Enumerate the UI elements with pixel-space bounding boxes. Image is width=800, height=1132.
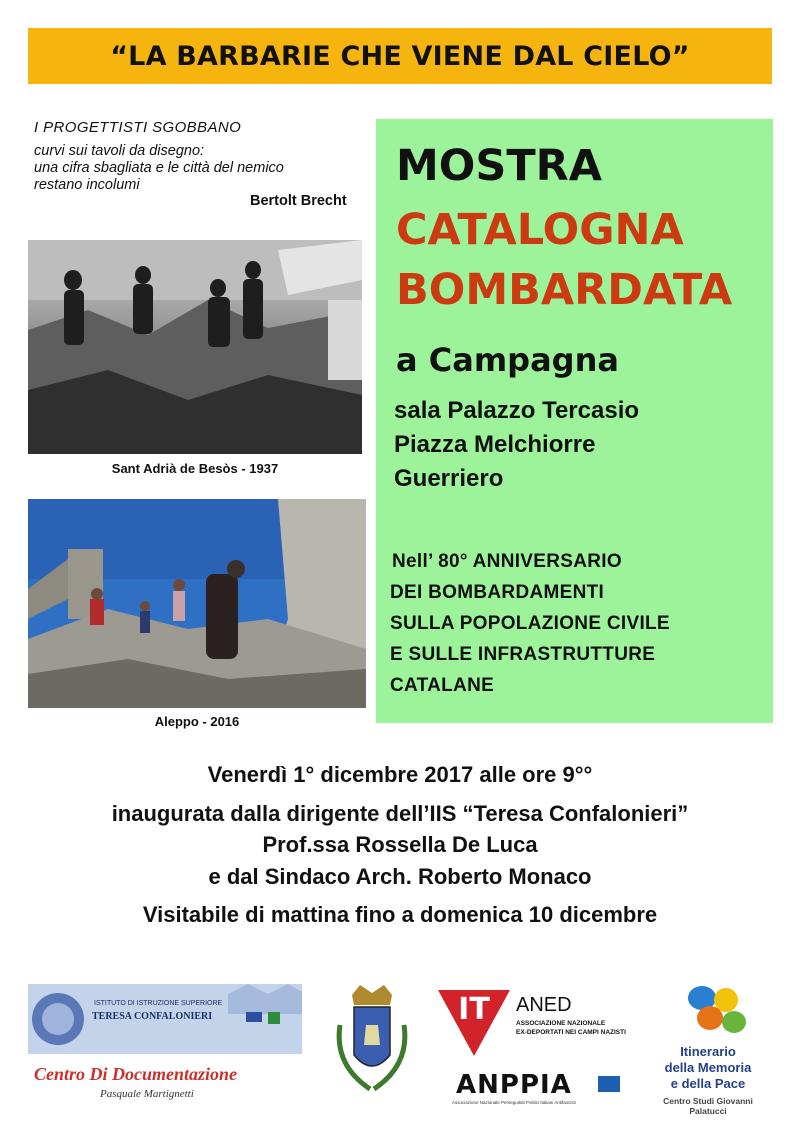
municipality-crest: [330, 985, 414, 1097]
itinerario-sub: Centro Studi Giovanni Palatucci: [663, 1096, 753, 1116]
poem-line-1: curvi sui tavoli da disegno:: [34, 143, 205, 159]
exhibition-panel: [376, 119, 773, 723]
itinerario-hands: [680, 978, 750, 1040]
anniversary-line-5: CATALANE: [390, 675, 495, 696]
centro-signature: Pasquale Martignetti: [100, 1088, 194, 1100]
school-small-label: ISTITUTO DI ISTRUZIONE SUPERIORE: [94, 1000, 223, 1007]
event-principal: Prof.ssa Rossella De Luca: [262, 832, 538, 857]
anppia-flag-icon: [598, 1076, 620, 1092]
venue-line-2: Piazza Melchiorre: [394, 431, 596, 458]
venue-line-1: sala Palazzo Tercasio: [394, 397, 640, 424]
poem-line-2: una cifra sbagliata e le città del nemico: [34, 160, 284, 176]
anniversary-line-3: SULLA POPOLAZIONE CIVILE: [390, 613, 670, 634]
itinerario-line-2: della Memoria: [664, 1060, 752, 1075]
photo-sant-adria-1937: [28, 240, 362, 454]
photo-1-caption: Sant Adrià de Besòs - 1937: [111, 461, 279, 476]
event-visit: Visitabile di mattina fino a domenica 10 dicembre: [142, 902, 658, 927]
anniversary-line-1: Nell’ 80° ANNIVERSARIO: [392, 551, 622, 572]
panel-subject-line-1: CATALOGNA: [396, 205, 684, 255]
poem-line-3: restano incolumi: [34, 177, 140, 193]
centro-documentazione: Centro Di Documentazione: [34, 1064, 238, 1084]
event-mayor: e dal Sindaco Arch. Roberto Monaco: [208, 864, 592, 889]
school-logo: [28, 984, 302, 1054]
photo-aleppo-2016: [28, 499, 366, 708]
event-date: Venerdì 1° dicembre 2017 alle ore 9°°: [207, 762, 593, 787]
aned-sub-2: EX-DEPORTATI NEI CAMPI NAZISTI: [516, 1029, 626, 1036]
title-banner: [28, 28, 772, 84]
photo-1-drawing: [28, 240, 362, 454]
aned-logo: [438, 990, 510, 1056]
panel-subject-line-2: BOMBARDATA: [396, 265, 733, 315]
venue-line-3: Guerriero: [394, 465, 504, 492]
poster-title: “LA BARBARIE CHE VIENE DAL CIELO”: [110, 40, 690, 72]
anppia-name: ANPPIA: [456, 1070, 572, 1100]
photo-2-drawing: [28, 499, 366, 708]
poem-title: I PROGETTISTI SGOBBANO: [34, 119, 242, 136]
itinerario-line-3: e della Pace: [670, 1076, 746, 1091]
aned-mark: IT: [458, 992, 490, 1027]
panel-place: a Campagna: [396, 341, 619, 379]
crest-icon: [330, 985, 414, 1097]
anppia-sub: Associazione Nazionale Perseguitati Politici Italiani Antifascisti: [452, 1100, 576, 1105]
itinerario-line-1: Itinerario: [680, 1044, 736, 1059]
school-name: TERESA CONFALONIERI: [92, 1011, 213, 1022]
aned-sub-1: ASSOCIAZIONE NAZIONALE: [516, 1020, 606, 1027]
event-inauguration: inaugurata dalla dirigente dell’IIS “Teresa Confalonieri”: [111, 801, 689, 826]
panel-heading: MOSTRA: [396, 141, 603, 191]
photo-2-caption: Aleppo - 2016: [154, 714, 240, 729]
hands-icon: [680, 978, 750, 1040]
anniversary-line-2: DEI BOMBARDAMENTI: [390, 582, 605, 603]
anniversary-line-4: E SULLE INFRASTRUTTURE: [390, 644, 656, 665]
poem-author: Bertolt Brecht: [250, 193, 347, 209]
aned-name: ANED: [516, 994, 572, 1016]
